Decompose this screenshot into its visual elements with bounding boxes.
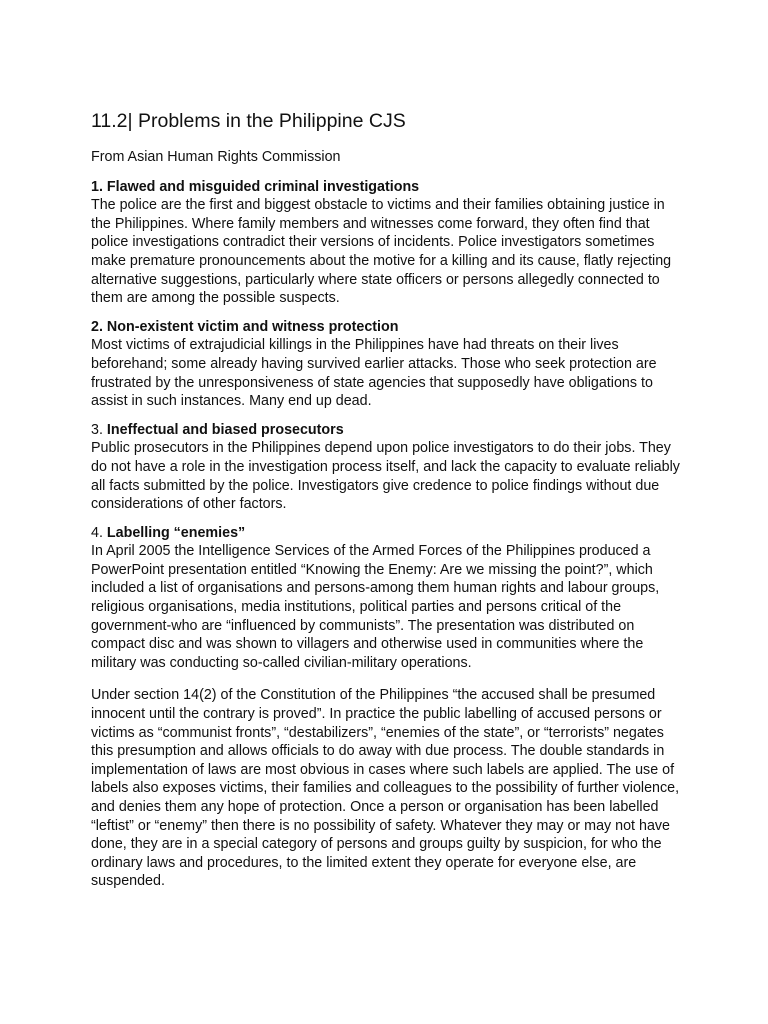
section-number: 1.: [91, 178, 103, 195]
section-number: 4.: [91, 524, 103, 541]
document-title: 11.2| Problems in the Philippine CJS: [91, 110, 406, 132]
section-body-continued: Under section 14(2) of the Constitution of the Philippines “the accused shall be presumed innocent until the contrary is proved”. In practice the public labelling of accused persons or victims as “communist fronts”, “destabilizers”, “enemies of the state”, or “terrorists” negates this presumption and allows officials to do away with due process. The double standards in implementation of laws are most obvious in cases where such labels are applied. The use of labels also exposes victims, their families and colleagues to the possibility of further violence, and denies them any hope of protection. Once a person or organisation has been labelled “leftist” or “enemy” then there is no possibility of safety. Whatever they may or may not have done, they are in a special category of persons and groups guilty by suspicion, for who the ordinary laws and procedures, to the limited extent they operate for everyone else, are suspended.: [91, 687, 680, 890]
section-3: [91, 421, 681, 514]
section-heading: [91, 421, 681, 440]
section-heading: [91, 524, 681, 543]
section-body: The police are the first and biggest obstacle to victims and their families obtaining justice in the Philippines. Where family members and witnesses come forward, they often find that police investigations contradict their versions of incidents. Police investigators sometimes make premature pronouncements about the motive for a killing and its cause, flatly rejecting alternative suggestions, particularly where state officers or persons allegedly connected to them are among the possible suspects.: [91, 197, 672, 307]
section-body: In April 2005 the Intelligence Services of the Armed Forces of the Philippines produced a PowerPoint presentation entitled “Knowing the Enemy: Are we missing the point?”, which included a list of organisations and persons-among them human rights and labour groups, religious organisations, media institutions, political parties and persons critical of the government-who are “influenced by communists”. The presentation was distributed on compact disc and was shown to villagers and otherwise used in communities where the military was conducting so-called civilian-military operations.: [91, 543, 660, 671]
section-body: Most victims of extrajudicial killings in the Philippines have had threats on their lives beforehand; some already having survived earlier attacks. Those who seek protection are frustrated by the unresponsiveness of state agencies that supposedly have obligations to assist in such instances. Many end up dead.: [91, 337, 657, 410]
section-2: [91, 318, 681, 411]
document-page: [91, 108, 681, 901]
section-heading-text: Flawed and misguided criminal investigations: [106, 178, 420, 195]
section-heading-text: Non-existent victim and witness protection: [106, 318, 399, 335]
source-line: From Asian Human Rights Commission: [91, 149, 341, 165]
section-number: 3.: [91, 421, 103, 438]
section-body: Public prosecutors in the Philippines depend upon police investigators to do their jobs. They do not have a role in the investigation process itself, and lack the capacity to evaluate reliably all facts submitted by the police. Investigators give credence to police findings without due considerations of other factors.: [91, 440, 680, 513]
section-heading-text: Labelling “enemies”: [106, 524, 246, 541]
section-heading: [91, 178, 681, 197]
section-1: [91, 178, 681, 308]
section-heading: [91, 318, 681, 337]
section-heading-text: Ineffectual and biased prosecutors: [106, 421, 344, 438]
section-4: [91, 524, 681, 891]
section-number: 2.: [91, 318, 103, 335]
